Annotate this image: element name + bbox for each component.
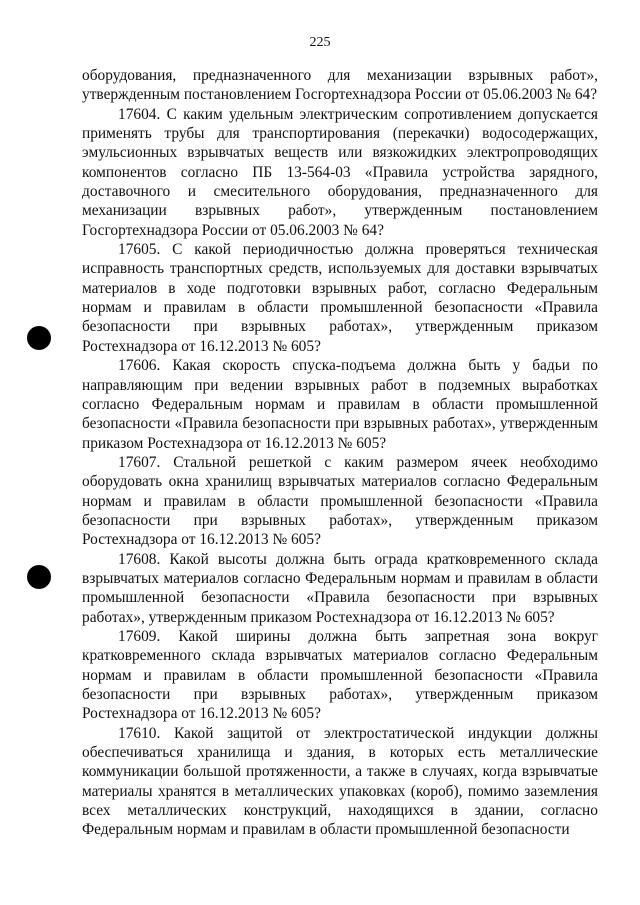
question-17608: 17608. Какой высоты должна быть ограда кратковременного склада взрывчатых материалов согласно Федеральным нормам и правилам в области промышленной безопасности «Правила безопасности при взрывных работах», утвержденным приказом Ростехнадзора от 16.12.2013 № 605? (82, 550, 598, 626)
paragraph-continuation: оборудования, предназначенного для механизации взрывных работ», утвержденным постановлением Госгортехнадзора России от 05.06.2003 № 64? (82, 67, 598, 104)
question-17606: 17606. Какая скорость спуска-подъема должна быть у бадьи по направляющим при ведении взрывных работ в подземных выработках согласно Федеральным нормам и правилам в области промышленной безопасности «Правила безопасности при взрывных работах», утвержденным приказом Ростехнадзора от 16.12.2013 № 605? (82, 357, 598, 452)
question-17607: 17607. Стальной решеткой с каким размером ячеек необходимо оборудовать окна хранилищ взрывчатых материалов согласно Федеральным нормам и правилам в области промышленной безопасности «Правила безопасности при взрывных работах», утвержденным приказом Ростехнадзора от 16.12.2013 № 605? (82, 453, 598, 549)
punch-hole-mark (27, 565, 51, 589)
question-17610: 17610. Какой защитой от электростатической индукции должны обеспечиваться хранилища и здания, в которых есть металлические коммуникации большой протяженности, а также в случаях, когда взрывчатые материалы хранятся в металлических упаковках (короб), помимо заземления всех металлических конструкций, находящихся в здании, согласно Федеральным нормам и правилам в области промышленной безопасности (82, 724, 598, 839)
question-17604: 17604. С каким удельным электрическим сопротивлением допускается применять трубы для транспортирования (перекачки) водосодержащих, эмульсионных взрывчатых веществ или вязкожидких электропроводящих компонентов согласно ПБ 13-564-03 «Правила устройства зарядного, доставочного и смесительного оборудования, предназначенного для механизации взрывных работ», утвержденным постановлением Госгортехнадзора России от 05.06.2003 № 64? (82, 105, 598, 239)
punch-hole-mark (27, 326, 51, 350)
document-body (82, 66, 598, 840)
question-17609: 17609. Какой ширины должна быть запретная зона вокруг кратковременного склада взрывчатых материалов согласно Федеральным нормам и правилам в области промышленной безопасности «Правила безопасности при взрывных работах», утвержденным приказом Ростехнадзора от 16.12.2013 № 605? (82, 627, 598, 723)
page-number: 225 (309, 35, 331, 50)
question-17605: 17605. С какой периодичностью должна проверяться техническая исправность транспортных средств, используемых для доставки взрывчатых материалов в ходе подготовки взрывных работ, согласно Федеральным нормам и правилам в области промышленной безопасности «Правила безопасности при взрывных работах», утвержденным приказом Ростехнадзора от 16.12.2013 № 605? (82, 241, 598, 355)
